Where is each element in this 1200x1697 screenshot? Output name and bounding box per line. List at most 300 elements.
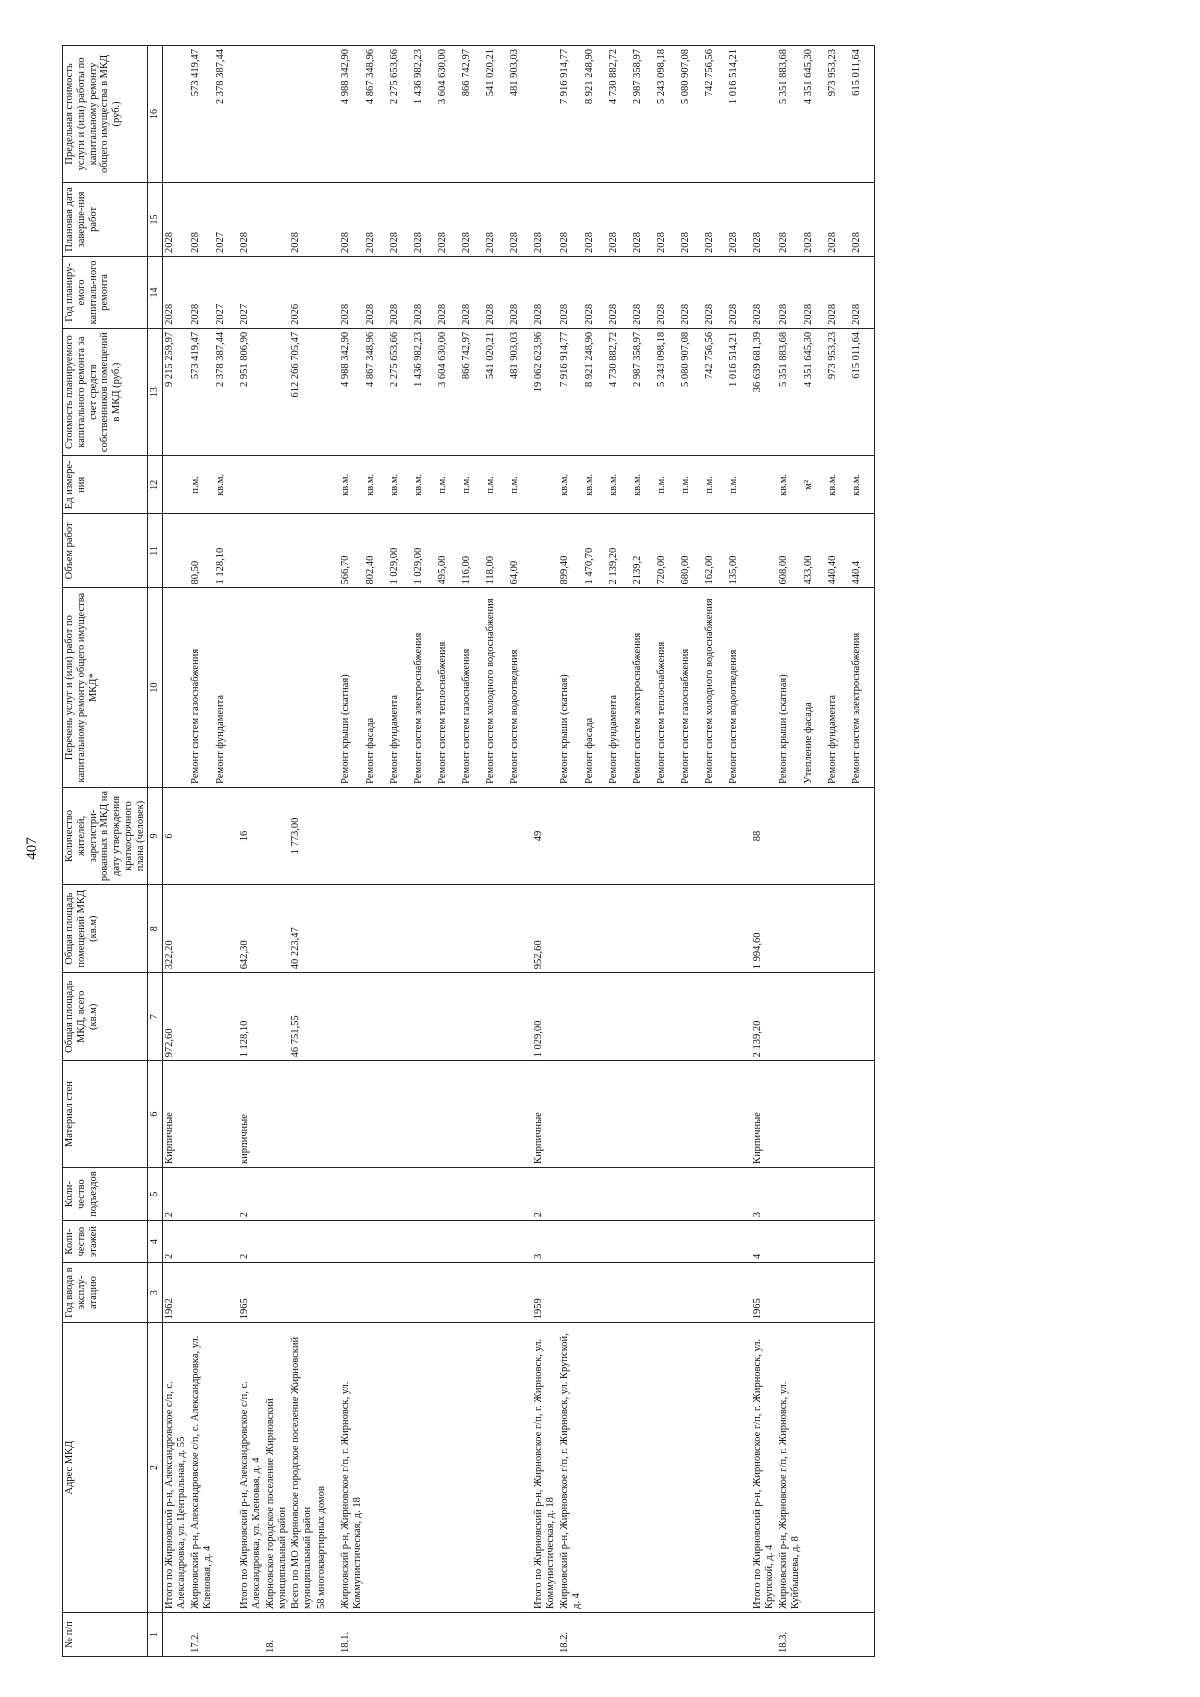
table-cell: 5 080 907,08 xyxy=(679,46,703,183)
table-cell xyxy=(315,1061,339,1168)
table-cell: 2028 xyxy=(364,182,388,256)
table-cell xyxy=(264,514,290,588)
table-cell xyxy=(264,588,290,787)
table-cell xyxy=(214,1262,238,1322)
table-cell xyxy=(850,1221,874,1263)
table-cell: 2028 xyxy=(189,182,215,256)
table-cell: м² xyxy=(802,456,826,514)
table-cell xyxy=(264,1262,290,1322)
table-cell: 615 011,64 xyxy=(850,328,874,455)
table-cell: 2 xyxy=(163,1167,189,1220)
table-cell xyxy=(532,456,558,514)
table-cell: 2028 xyxy=(703,182,727,256)
table-cell: 46 751,55 xyxy=(289,973,315,1061)
table-cell: 1965 xyxy=(238,1262,264,1322)
table-cell xyxy=(315,514,339,588)
table-cell: 2 275 653,66 xyxy=(388,46,412,183)
table-cell: 4 867 348,96 xyxy=(364,46,388,183)
table-cell: 2028 xyxy=(655,257,679,329)
table-cell: 642,30 xyxy=(238,885,264,973)
table-cell: 2028 xyxy=(850,182,874,256)
table-cell: 4 988 342,90 xyxy=(339,328,365,455)
table-cell xyxy=(558,1167,584,1220)
table-cell: 2 951 806,90 xyxy=(238,328,264,455)
column-number: 7 xyxy=(148,973,163,1061)
table-cell xyxy=(460,1612,484,1656)
table-cell: 2028 xyxy=(631,257,655,329)
table-cell: Ремонт крыши (скатная) xyxy=(777,588,803,787)
table-cell xyxy=(189,885,215,973)
table-cell xyxy=(679,1167,703,1220)
table-cell xyxy=(436,885,460,973)
column-number: 8 xyxy=(148,885,163,973)
table-cell xyxy=(238,456,264,514)
table-cell xyxy=(163,514,189,588)
column-header: Материал стен xyxy=(63,1061,148,1168)
column-header: Адрес МКД xyxy=(63,1323,148,1613)
table-cell xyxy=(436,1262,460,1322)
table-cell xyxy=(826,787,850,884)
table-cell xyxy=(727,1061,751,1168)
table-cell xyxy=(508,787,532,884)
table-cell: 4 730 882,72 xyxy=(607,328,631,455)
table-cell: 7 916 914,77 xyxy=(558,328,584,455)
table-cell xyxy=(484,1262,508,1322)
table-cell xyxy=(264,787,290,884)
table-cell: 440,4 xyxy=(850,514,874,588)
table-cell: 40 223,47 xyxy=(289,885,315,973)
table-row xyxy=(238,46,264,1657)
table-cell xyxy=(802,1612,826,1656)
table-cell xyxy=(826,1323,850,1613)
table-cell: 3 604 630,00 xyxy=(436,328,460,455)
table-cell: 2139,2 xyxy=(631,514,655,588)
table-cell: 2028 xyxy=(850,257,874,329)
table-cell xyxy=(558,1061,584,1168)
table-cell xyxy=(460,1221,484,1263)
table-cell: 2028 xyxy=(388,182,412,256)
table-cell: 2028 xyxy=(679,182,703,256)
table-cell xyxy=(315,1221,339,1263)
table-cell xyxy=(607,1262,631,1322)
table-cell: Ремонт фундамента xyxy=(607,588,631,787)
table-cell xyxy=(777,1221,803,1263)
table-row xyxy=(163,46,189,1657)
table-cell xyxy=(607,1323,631,1613)
table-cell xyxy=(631,1262,655,1322)
table-cell: 573 419,47 xyxy=(189,46,215,183)
table-cell xyxy=(802,1221,826,1263)
table-cell xyxy=(436,1061,460,1168)
table-cell xyxy=(484,1221,508,1263)
table-cell xyxy=(315,1612,339,1656)
table-cell: Ремонт систем водоотведения xyxy=(508,588,532,787)
table-cell: 80,50 xyxy=(189,514,215,588)
table-cell: кв.м. xyxy=(412,456,436,514)
table-cell: Ремонт систем теплоснабжения xyxy=(436,588,460,787)
table-row xyxy=(850,46,874,1657)
table-cell: 573 419,47 xyxy=(189,328,215,455)
table-cell: 2028 xyxy=(532,257,558,329)
table-cell xyxy=(460,1061,484,1168)
table-cell: Кирпичные xyxy=(163,1061,189,1168)
table-cell xyxy=(289,1221,315,1263)
table-cell xyxy=(289,456,315,514)
table-cell: 2028 xyxy=(558,257,584,329)
table-cell xyxy=(826,1262,850,1322)
table-cell xyxy=(484,1061,508,1168)
table-cell: Ремонт систем электроснабжения xyxy=(850,588,874,787)
column-number: 1 xyxy=(148,1612,163,1656)
table-cell: Ремонт систем электроснабжения xyxy=(631,588,655,787)
table-cell: 4 867 348,96 xyxy=(364,328,388,455)
table-cell xyxy=(412,787,436,884)
table-cell xyxy=(826,1167,850,1220)
table-cell: 2028 xyxy=(460,182,484,256)
table-cell: 7 916 914,77 xyxy=(558,46,584,183)
table-cell xyxy=(364,1061,388,1168)
table-cell xyxy=(631,1323,655,1613)
table-cell xyxy=(412,1612,436,1656)
table-cell: п.м. xyxy=(484,456,508,514)
column-header: Общая площадь МКД, всего (кв.м) xyxy=(63,973,148,1061)
table-row xyxy=(339,46,365,1657)
table-cell: п.м. xyxy=(436,456,460,514)
table-cell xyxy=(412,973,436,1061)
table-cell: 135,00 xyxy=(727,514,751,588)
table-cell xyxy=(315,456,339,514)
table-cell: Жирновский р-н, Жирновское г/п, г. Жирновск, ул. Куйбышева, д. 8 xyxy=(777,1323,803,1613)
table-cell xyxy=(802,973,826,1061)
column-header: Объем работ xyxy=(63,514,148,588)
table-cell: 4 351 645,30 xyxy=(802,328,826,455)
table-cell: 680,00 xyxy=(679,514,703,588)
table-cell: 18.1. xyxy=(339,1612,365,1656)
table-cell xyxy=(484,973,508,1061)
table-cell xyxy=(703,1167,727,1220)
table-cell xyxy=(558,973,584,1061)
table-cell: 541 020,21 xyxy=(484,46,508,183)
table-cell xyxy=(264,1221,290,1263)
table-cell xyxy=(388,1061,412,1168)
table-cell: п.м. xyxy=(703,456,727,514)
table-cell xyxy=(339,1221,365,1263)
table-cell: п.м. xyxy=(189,456,215,514)
table-cell xyxy=(289,1167,315,1220)
table-cell: 2028 xyxy=(436,182,460,256)
table-cell xyxy=(532,46,558,183)
table-cell xyxy=(703,885,727,973)
table-cell xyxy=(532,1612,558,1656)
table-cell xyxy=(655,1612,679,1656)
table-cell xyxy=(436,1323,460,1613)
table-cell: 2028 xyxy=(655,182,679,256)
table-cell xyxy=(655,1167,679,1220)
table-cell xyxy=(412,1262,436,1322)
column-header: Коли-чество подъездов xyxy=(63,1167,148,1220)
table-cell xyxy=(607,1061,631,1168)
table-row xyxy=(777,46,803,1657)
table-cell: кв.м. xyxy=(777,456,803,514)
table-cell xyxy=(631,1221,655,1263)
table-cell xyxy=(315,588,339,787)
table-cell xyxy=(558,787,584,884)
table-cell: 4 xyxy=(751,1221,777,1263)
table-cell: 2028 xyxy=(631,182,655,256)
table-cell: 1 029,00 xyxy=(412,514,436,588)
table-row xyxy=(508,46,532,1657)
table-row xyxy=(189,46,215,1657)
column-header: № п/п xyxy=(63,1612,148,1656)
table-cell xyxy=(189,973,215,1061)
table-cell: кв.м. xyxy=(850,456,874,514)
table-cell xyxy=(214,885,238,973)
table-cell: 608,00 xyxy=(777,514,803,588)
table-cell xyxy=(583,973,607,1061)
table-cell: 18.3. xyxy=(777,1612,803,1656)
page-number: 407 xyxy=(24,837,40,860)
table-row xyxy=(727,46,751,1657)
table-cell xyxy=(484,1167,508,1220)
table-row xyxy=(703,46,727,1657)
table-cell xyxy=(264,328,290,455)
table-cell: кв.м. xyxy=(631,456,655,514)
table-cell: 2028 xyxy=(388,257,412,329)
table-cell xyxy=(703,1061,727,1168)
table-row xyxy=(436,46,460,1657)
table-cell xyxy=(264,456,290,514)
table-cell: 2028 xyxy=(703,257,727,329)
column-header: Год ввода в эксплу-атацию xyxy=(63,1262,148,1322)
table-cell xyxy=(214,1612,238,1656)
table-cell: 5 243 098,18 xyxy=(655,328,679,455)
table-cell: 3 604 630,00 xyxy=(436,46,460,183)
table-cell xyxy=(727,1323,751,1613)
table-cell xyxy=(163,46,189,183)
table-cell xyxy=(751,46,777,183)
table-cell xyxy=(826,1612,850,1656)
table-cell xyxy=(364,1323,388,1613)
table-cell: кв.м. xyxy=(339,456,365,514)
table-cell: 2 139,20 xyxy=(751,973,777,1061)
table-cell: 2028 xyxy=(436,257,460,329)
table-cell xyxy=(583,1061,607,1168)
table-cell: 2028 xyxy=(751,257,777,329)
table-cell xyxy=(315,1167,339,1220)
table-cell: 1 128,10 xyxy=(238,973,264,1061)
table-cell xyxy=(826,1221,850,1263)
table-cell xyxy=(583,1323,607,1613)
table-cell xyxy=(558,1262,584,1322)
table-cell xyxy=(607,1167,631,1220)
table-row xyxy=(558,46,584,1657)
table-cell: 17.2. xyxy=(189,1612,215,1656)
table-cell: 972,60 xyxy=(163,973,189,1061)
table-cell: кв.м. xyxy=(214,456,238,514)
table-cell: 481 903,03 xyxy=(508,328,532,455)
table-cell xyxy=(802,885,826,973)
table-cell xyxy=(631,973,655,1061)
table-cell xyxy=(163,456,189,514)
table-cell: 2028 xyxy=(679,257,703,329)
table-cell: 615 011,64 xyxy=(850,46,874,183)
table-cell xyxy=(289,588,315,787)
table-cell: 2028 xyxy=(727,182,751,256)
column-number: 5 xyxy=(148,1167,163,1220)
column-number: 14 xyxy=(148,257,163,329)
column-header: Коли-чество этажей xyxy=(63,1221,148,1263)
table-cell: 2028 xyxy=(508,257,532,329)
table-row xyxy=(388,46,412,1657)
column-number: 15 xyxy=(148,182,163,256)
table-cell xyxy=(583,1167,607,1220)
table-cell xyxy=(315,257,339,329)
table-cell xyxy=(558,1221,584,1263)
table-cell: 1 436 982,23 xyxy=(412,46,436,183)
table-cell: 973 953,23 xyxy=(826,46,850,183)
table-cell: 2028 xyxy=(826,257,850,329)
table-cell xyxy=(532,588,558,787)
table-cell xyxy=(264,182,290,256)
table-cell xyxy=(703,1323,727,1613)
table-cell xyxy=(364,1221,388,1263)
table-cell: 5 080 907,08 xyxy=(679,328,703,455)
table-row xyxy=(802,46,826,1657)
table-cell: 2028 xyxy=(558,182,584,256)
table-cell xyxy=(339,885,365,973)
table-cell: 118,00 xyxy=(484,514,508,588)
table-cell xyxy=(703,787,727,884)
table-cell: 5 351 883,68 xyxy=(777,46,803,183)
table-cell: Утепление фасада xyxy=(802,588,826,787)
table-cell xyxy=(289,1061,315,1168)
table-cell xyxy=(315,328,339,455)
table-cell xyxy=(484,787,508,884)
table-cell xyxy=(264,885,290,973)
table-cell xyxy=(607,885,631,973)
table-cell xyxy=(163,588,189,787)
table-cell xyxy=(339,1061,365,1168)
table-cell: 5 243 098,18 xyxy=(655,46,679,183)
table-cell xyxy=(508,973,532,1061)
table-cell xyxy=(703,973,727,1061)
table-cell xyxy=(460,885,484,973)
table-cell xyxy=(412,1221,436,1263)
table-cell xyxy=(460,973,484,1061)
table-cell: 2 378 387,44 xyxy=(214,328,238,455)
column-header: Стоимость планируемого капитального ремонта за счет средств собственников помещений в МКД (руб.) xyxy=(63,328,148,455)
table-cell: Всего по МО Жирновское городское поселение Жирновский муниципальный район xyxy=(289,1323,315,1613)
column-header: Предельная стоимость услуги и (или) работы по капитальному ремонту общего имущества в МКД (руб.) xyxy=(63,46,148,183)
table-cell: 866 742,97 xyxy=(460,328,484,455)
table-cell: 2 xyxy=(238,1221,264,1263)
table-cell: 2 275 653,66 xyxy=(388,328,412,455)
table-cell xyxy=(460,787,484,884)
table-cell: Ремонт систем холодного водоснабжения xyxy=(484,588,508,787)
table-cell: 2028 xyxy=(339,257,365,329)
table-cell xyxy=(850,787,874,884)
table-cell xyxy=(655,1262,679,1322)
table-cell: кв.м. xyxy=(388,456,412,514)
table-cell xyxy=(850,1262,874,1322)
table-cell: 8 921 248,90 xyxy=(583,46,607,183)
table-cell: 2028 xyxy=(777,257,803,329)
table-cell: 8 921 248,90 xyxy=(583,328,607,455)
table-cell xyxy=(189,1061,215,1168)
table-cell: 2028 xyxy=(339,182,365,256)
column-number: 4 xyxy=(148,1221,163,1263)
table-cell xyxy=(214,1061,238,1168)
table-cell: Ремонт систем теплоснабжения xyxy=(655,588,679,787)
table-cell: 720,00 xyxy=(655,514,679,588)
table-cell xyxy=(802,1262,826,1322)
table-cell xyxy=(214,1221,238,1263)
table-cell: Итого по Жирновский р-н, Жирновское г/п, г. Жирновск, ул. Коммунистическая, д. 18 xyxy=(532,1323,558,1613)
table-cell: 3 xyxy=(751,1167,777,1220)
table-cell xyxy=(631,1061,655,1168)
table-cell: 612 266 705,47 xyxy=(289,328,315,455)
column-number: 10 xyxy=(148,588,163,787)
table-cell: 6 xyxy=(163,787,189,884)
table-cell: кв.м. xyxy=(607,456,631,514)
table-cell: 2028 xyxy=(289,182,315,256)
table-cell xyxy=(238,514,264,588)
table-cell: Итого по Жирновский р-н, Жирновское г/п, г. Жирновск, ул. Крупской, д. 4 xyxy=(751,1323,777,1613)
table-cell: п.м. xyxy=(508,456,532,514)
table-cell xyxy=(802,1061,826,1168)
table-cell: 973 953,23 xyxy=(826,328,850,455)
table-cell xyxy=(751,1612,777,1656)
table-cell: 16 xyxy=(238,787,264,884)
table-cell xyxy=(364,973,388,1061)
table-row xyxy=(484,46,508,1657)
table-cell xyxy=(850,1323,874,1613)
header-row xyxy=(63,46,148,1657)
table-cell xyxy=(850,1612,874,1656)
table-cell: 2028 xyxy=(484,257,508,329)
table-cell xyxy=(631,885,655,973)
table-cell xyxy=(802,1323,826,1613)
table-cell xyxy=(264,1167,290,1220)
table-cell xyxy=(264,257,290,329)
table-cell xyxy=(289,1612,315,1656)
table-cell xyxy=(802,1167,826,1220)
table-cell xyxy=(264,46,290,183)
table-cell xyxy=(751,588,777,787)
table-cell: 3 xyxy=(532,1221,558,1263)
table-cell: 2 xyxy=(163,1221,189,1263)
table-cell: 88 xyxy=(751,787,777,884)
table-cell xyxy=(777,787,803,884)
table-cell: 899,40 xyxy=(558,514,584,588)
table-cell: 64,00 xyxy=(508,514,532,588)
table-cell: 1965 xyxy=(751,1262,777,1322)
table-cell xyxy=(679,973,703,1061)
table-cell xyxy=(727,1167,751,1220)
table-cell: Ремонт крыши (скатная) xyxy=(558,588,584,787)
table-cell xyxy=(364,787,388,884)
table-cell: 2028 xyxy=(163,182,189,256)
table-cell xyxy=(484,1323,508,1613)
table-cell xyxy=(508,1323,532,1613)
table-cell: Итого по Жирновский р-н, Александровское с/п, с. Александровка, ул. Кленовая, д. 4 xyxy=(238,1323,264,1613)
table-row xyxy=(751,46,777,1657)
table-cell xyxy=(315,973,339,1061)
table-cell: 2028 xyxy=(532,182,558,256)
table-cell xyxy=(339,1167,365,1220)
table-cell xyxy=(751,456,777,514)
table-cell xyxy=(751,514,777,588)
